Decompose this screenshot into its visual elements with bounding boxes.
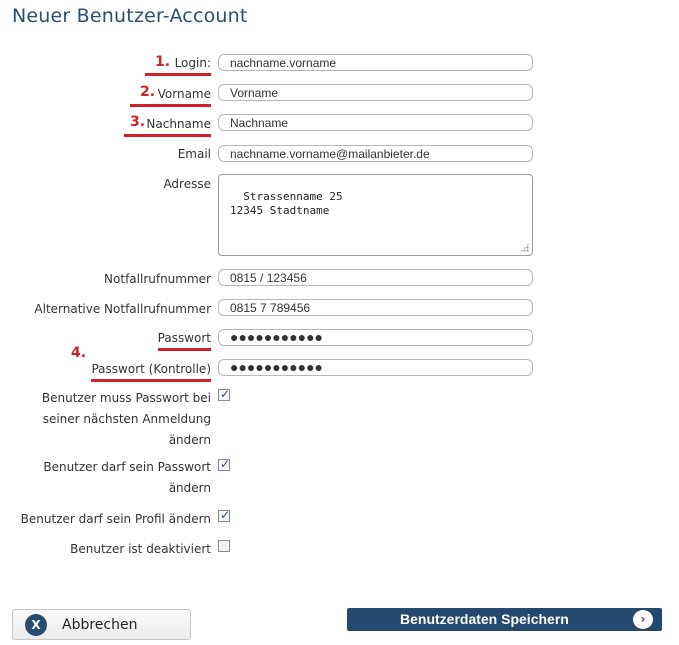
cancel-button[interactable]	[12, 609, 191, 640]
profile-checkbox[interactable]	[218, 510, 230, 522]
vorname-label-text: Vorname	[130, 87, 211, 107]
must-change-checkbox[interactable]	[218, 389, 230, 401]
vorname-label	[130, 87, 211, 101]
checkmark-icon: ✓	[220, 387, 231, 401]
may-change-checkbox[interactable]	[218, 459, 230, 471]
cancel-button-label: Abbrechen	[62, 617, 138, 633]
nachname-input[interactable]	[218, 114, 533, 131]
save-button-label: Benutzerdaten Speichern	[400, 611, 569, 627]
passwort-label	[158, 331, 211, 345]
notfall-label: Notfallrufnummer	[104, 272, 211, 286]
deactivated-label: Benutzer ist deaktiviert	[70, 542, 211, 556]
marker-3: 3.	[130, 114, 146, 130]
close-icon: X	[25, 614, 47, 636]
page-title: Neuer Benutzer-Account	[12, 5, 248, 27]
passwort-kontrolle-label	[91, 362, 211, 376]
marker-2: 2.	[140, 84, 156, 100]
deactivated-checkbox[interactable]	[218, 540, 230, 552]
passwort-kontrolle-label-text: Passwort (Kontrolle)	[91, 362, 211, 382]
email-input[interactable]	[218, 145, 533, 162]
alt-notfall-label: Alternative Notfallrufnummer	[34, 302, 211, 316]
login-input[interactable]	[218, 54, 533, 71]
email-label: Email	[177, 147, 211, 161]
marker-4: 4.	[71, 345, 87, 361]
may-change-label: Benutzer darf sein Passwort ändern	[43, 460, 211, 495]
profile-label: Benutzer darf sein Profil ändern	[20, 512, 211, 526]
nachname-label-text: Nachname	[124, 117, 211, 137]
must-change-label: Benutzer muss Passwort bei seiner nächsten Anmeldung ändern	[41, 391, 211, 447]
adresse-textarea[interactable]	[218, 174, 533, 256]
resize-grip-icon[interactable]	[520, 243, 529, 252]
checkmark-icon: ✓	[220, 508, 231, 522]
chevron-right-icon: ›	[633, 610, 653, 629]
save-button[interactable]	[347, 608, 662, 631]
vorname-input[interactable]	[218, 84, 533, 101]
alt-notfall-input[interactable]	[218, 299, 533, 316]
passwort-label-text: Passwort	[158, 331, 211, 351]
checkmark-icon: ✓	[220, 457, 231, 471]
nachname-label	[124, 117, 211, 131]
login-label	[145, 56, 211, 70]
notfall-input[interactable]	[218, 269, 533, 286]
login-label-text: Login:	[145, 56, 211, 76]
adresse-text: Strassenname 25 12345 Stadtname	[230, 190, 343, 217]
adresse-label: Adresse	[163, 177, 211, 191]
marker-1: 1.	[155, 54, 171, 70]
passwort-input[interactable]: ●●●●●●●●●●●	[218, 329, 533, 346]
passwort-kontrolle-input[interactable]: ●●●●●●●●●●●	[218, 359, 533, 376]
